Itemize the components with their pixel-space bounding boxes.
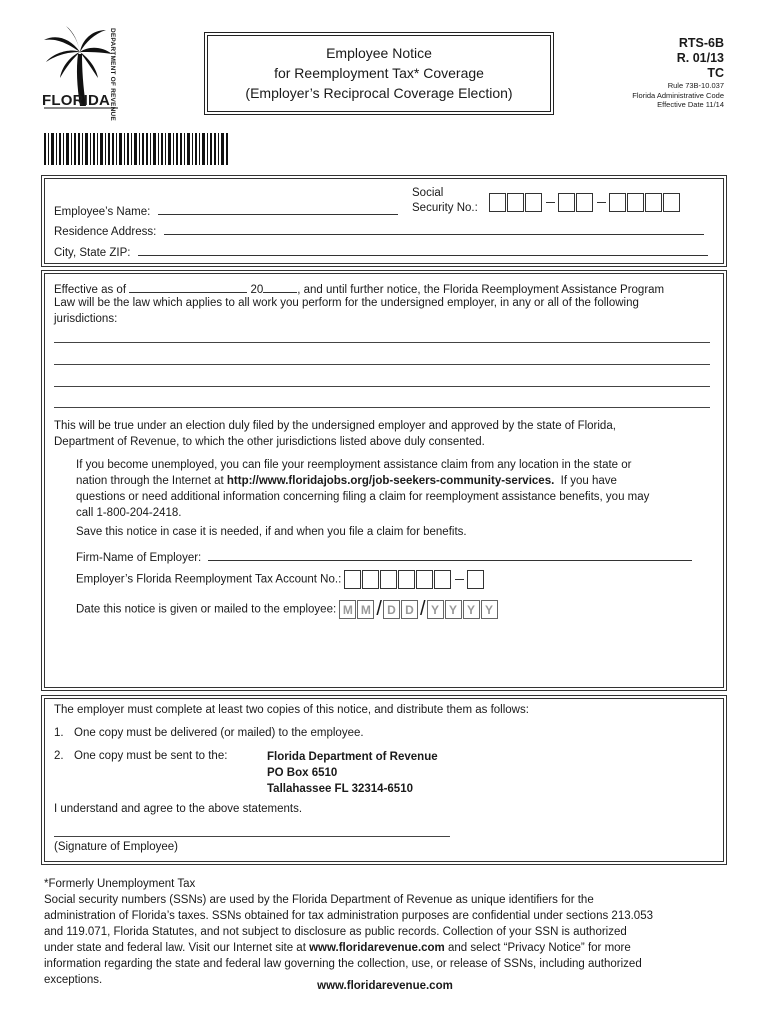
city-state-zip-label: City, State ZIP: [54, 247, 131, 259]
form-revision: R. 01/13 [676, 51, 724, 65]
signature-line[interactable] [54, 836, 450, 837]
notice-date-label: Date this notice is given or mailed to the employee: [76, 603, 337, 616]
form-effective-date: Effective Date 11/14 [657, 100, 724, 109]
distribution-intro: The employer must complete at least two copies of this notice, and distribute them as follows: [54, 704, 529, 716]
residence-address-label: Residence Address: [54, 226, 157, 238]
employee-name-label: Employee’s Name: [54, 206, 151, 218]
title-line-2: for Reemployment Tax* Coverage [274, 65, 484, 81]
firm-name-label: Firm-Name of Employer: [76, 552, 202, 564]
title-line-3: (Employer’s Reciprocal Coverage Election) [245, 85, 513, 101]
notice-date-field[interactable]: M M / D D / Y Y Y Y [339, 604, 498, 616]
account-number-field[interactable] [344, 574, 485, 586]
footnote: *Formerly Unemployment Tax [44, 878, 196, 890]
election-paragraph: This will be true under an election duly filed by the undersigned employer and approved by the state of Florida, Department of Revenue, to which the other jurisdictions listed above duly consented. [54, 420, 616, 448]
footer-website[interactable]: www.floridarevenue.com [317, 980, 453, 992]
residence-address-field[interactable] [164, 223, 704, 235]
unemployment-paragraph: If you become unemployed, you can file your reemployment assistance claim from any location in the state or nation through the Internet at http://www.floridajobs.org/job-seekers-community-services. If you have questions or need additional information concerning filing a claim for reemployment assistance benefits, you may call 1-800-204-2418. [76, 459, 650, 519]
account-number-row [76, 570, 485, 589]
floridajobs-link[interactable]: http://www.floridajobs.org/job-seekers-community-services. [226, 475, 555, 487]
effective-year-field[interactable] [263, 281, 297, 293]
footer-notes: *Formerly Unemployment Tax Social security numbers (SSNs) are used by the Florida Department of Revenue as unique identifiers for the administration of Florida’s taxes. SSNs obtained for tax administration purposes are confidential under sections 213.053 and 119.071, Florida Statutes, and not subject to disclosure as public records. Collection of your SSN is authorized under state and federal law. Visit our Internet site at www.floridarevenue.com and select “Privacy Notice” for more information regarding the state and federal law governing the collection, use, or release of SSNs, including authorized exceptions. [44, 876, 734, 988]
effective-date-row: Effective as of 20 , and until further notice, the Florida Reemployment Assistance Program [54, 281, 664, 296]
title-box [207, 35, 551, 112]
floridarevenue-link[interactable]: www.floridarevenue.com [309, 942, 445, 954]
notice-date-row [76, 600, 499, 619]
account-number-label: Employer’s Florida Reemployment Tax Account No.: [76, 573, 342, 586]
logo-vertical-text: DEPARTMENT OF REVENUE [109, 28, 116, 121]
jurisdiction-line-4[interactable] [54, 407, 710, 408]
effective-paragraph: Law will be the law which applies to all work you perform for the undersigned employer, in any or all of the following jurisdictions: [54, 297, 639, 325]
ssn-label: Social Security No.: [412, 187, 478, 214]
employee-name-row [54, 203, 398, 218]
form-number: RTS-6B [678, 36, 724, 50]
firm-name-field[interactable] [208, 549, 692, 561]
form-identifier [632, 36, 724, 110]
signature-label: (Signature of Employee) [54, 841, 179, 853]
instruction-item-2: 2. One copy must be sent to the: [54, 750, 228, 762]
form-code: TC [707, 66, 724, 80]
logo-wordmark: FLORIDA [42, 92, 111, 109]
title-line-1: Employee Notice [326, 45, 432, 61]
residence-address-row [54, 223, 704, 238]
form-rule: Rule 73B-10.037 [667, 81, 724, 90]
save-notice-text: Save this notice in case it is needed, if and when you file a claim for benefits. [76, 526, 467, 538]
jurisdiction-line-3[interactable] [54, 386, 710, 387]
jurisdiction-line-1[interactable] [54, 342, 710, 343]
form-admin-code: Florida Administrative Code [632, 90, 724, 100]
firm-name-row [76, 549, 692, 564]
effective-date-field[interactable] [129, 281, 247, 293]
mailing-address: Florida Department of Revenue PO Box 6510 Tallahassee FL 32314-6510 [267, 751, 438, 795]
city-state-zip-row [54, 244, 708, 259]
ssn-field[interactable] [489, 193, 681, 212]
instruction-item-1: 1. One copy must be delivered (or mailed) to the employee. [54, 727, 364, 739]
city-state-zip-field[interactable] [138, 244, 708, 256]
jurisdiction-line-2[interactable] [54, 364, 710, 365]
barcode [44, 133, 228, 165]
employee-name-field[interactable] [158, 203, 398, 215]
agreement-text: I understand and agree to the above statements. [54, 803, 303, 815]
